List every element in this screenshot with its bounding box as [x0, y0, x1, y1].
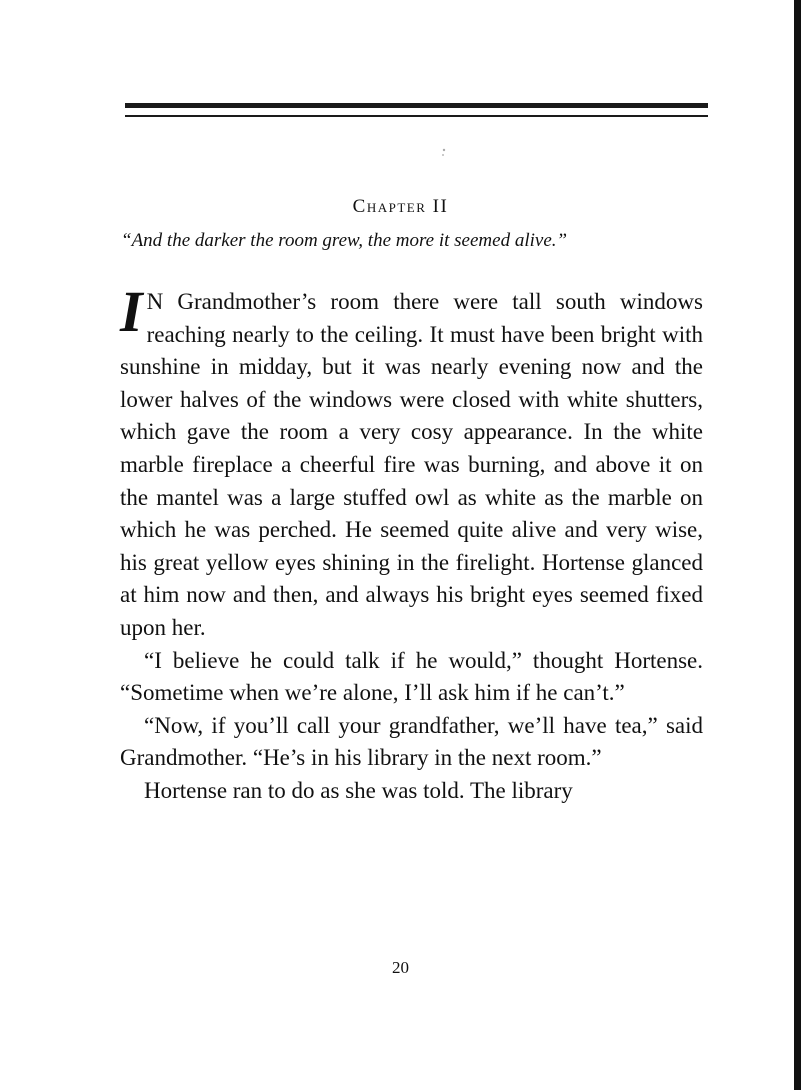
page-number: 20 — [392, 958, 409, 977]
paragraph: “I believe he could talk if he would,” thought Hortense. “Sometime when we’re alone, I’ll ask him if he can’t.” — [120, 647, 703, 706]
chapter-epigraph: “And the darker the room grew, the more it seemed alive.” — [121, 230, 568, 251]
header-rule-thin — [125, 115, 708, 117]
paragraph: “Now, if you’ll call your grandfather, we’ll have tea,” said Grandmother. “He’s in his library in the next room.” — [120, 712, 703, 771]
paragraph-text: N Grandmother’s room there were tall south windows reaching nearly to the ceiling. It must have been bright with sunshine in midday, but it was nearly evening now and the lower halves of the windows were closed with white shutters, which gave the room a very cosy appearance. In the white marble fireplace a cheerful fire was burning, and above it on the mantel was a large stuffed owl as white as the marble on which he was perched. He seemed quite alive and very wise, his great yellow eyes shining in the firelight. Hortense glanced at him now and then, and always his bright eyes seemed fixed upon her. — [120, 289, 703, 640]
chapter-body — [120, 279, 703, 808]
chapter-heading: Chapter II — [352, 196, 449, 217]
page-edge-shadow — [794, 0, 801, 1090]
drop-cap: I — [120, 279, 143, 344]
paragraph: Hortense ran to do as she was told. The library — [144, 777, 573, 803]
header-rule-thick — [125, 103, 708, 108]
ornament-icon — [440, 146, 448, 160]
paragraph — [120, 279, 703, 645]
